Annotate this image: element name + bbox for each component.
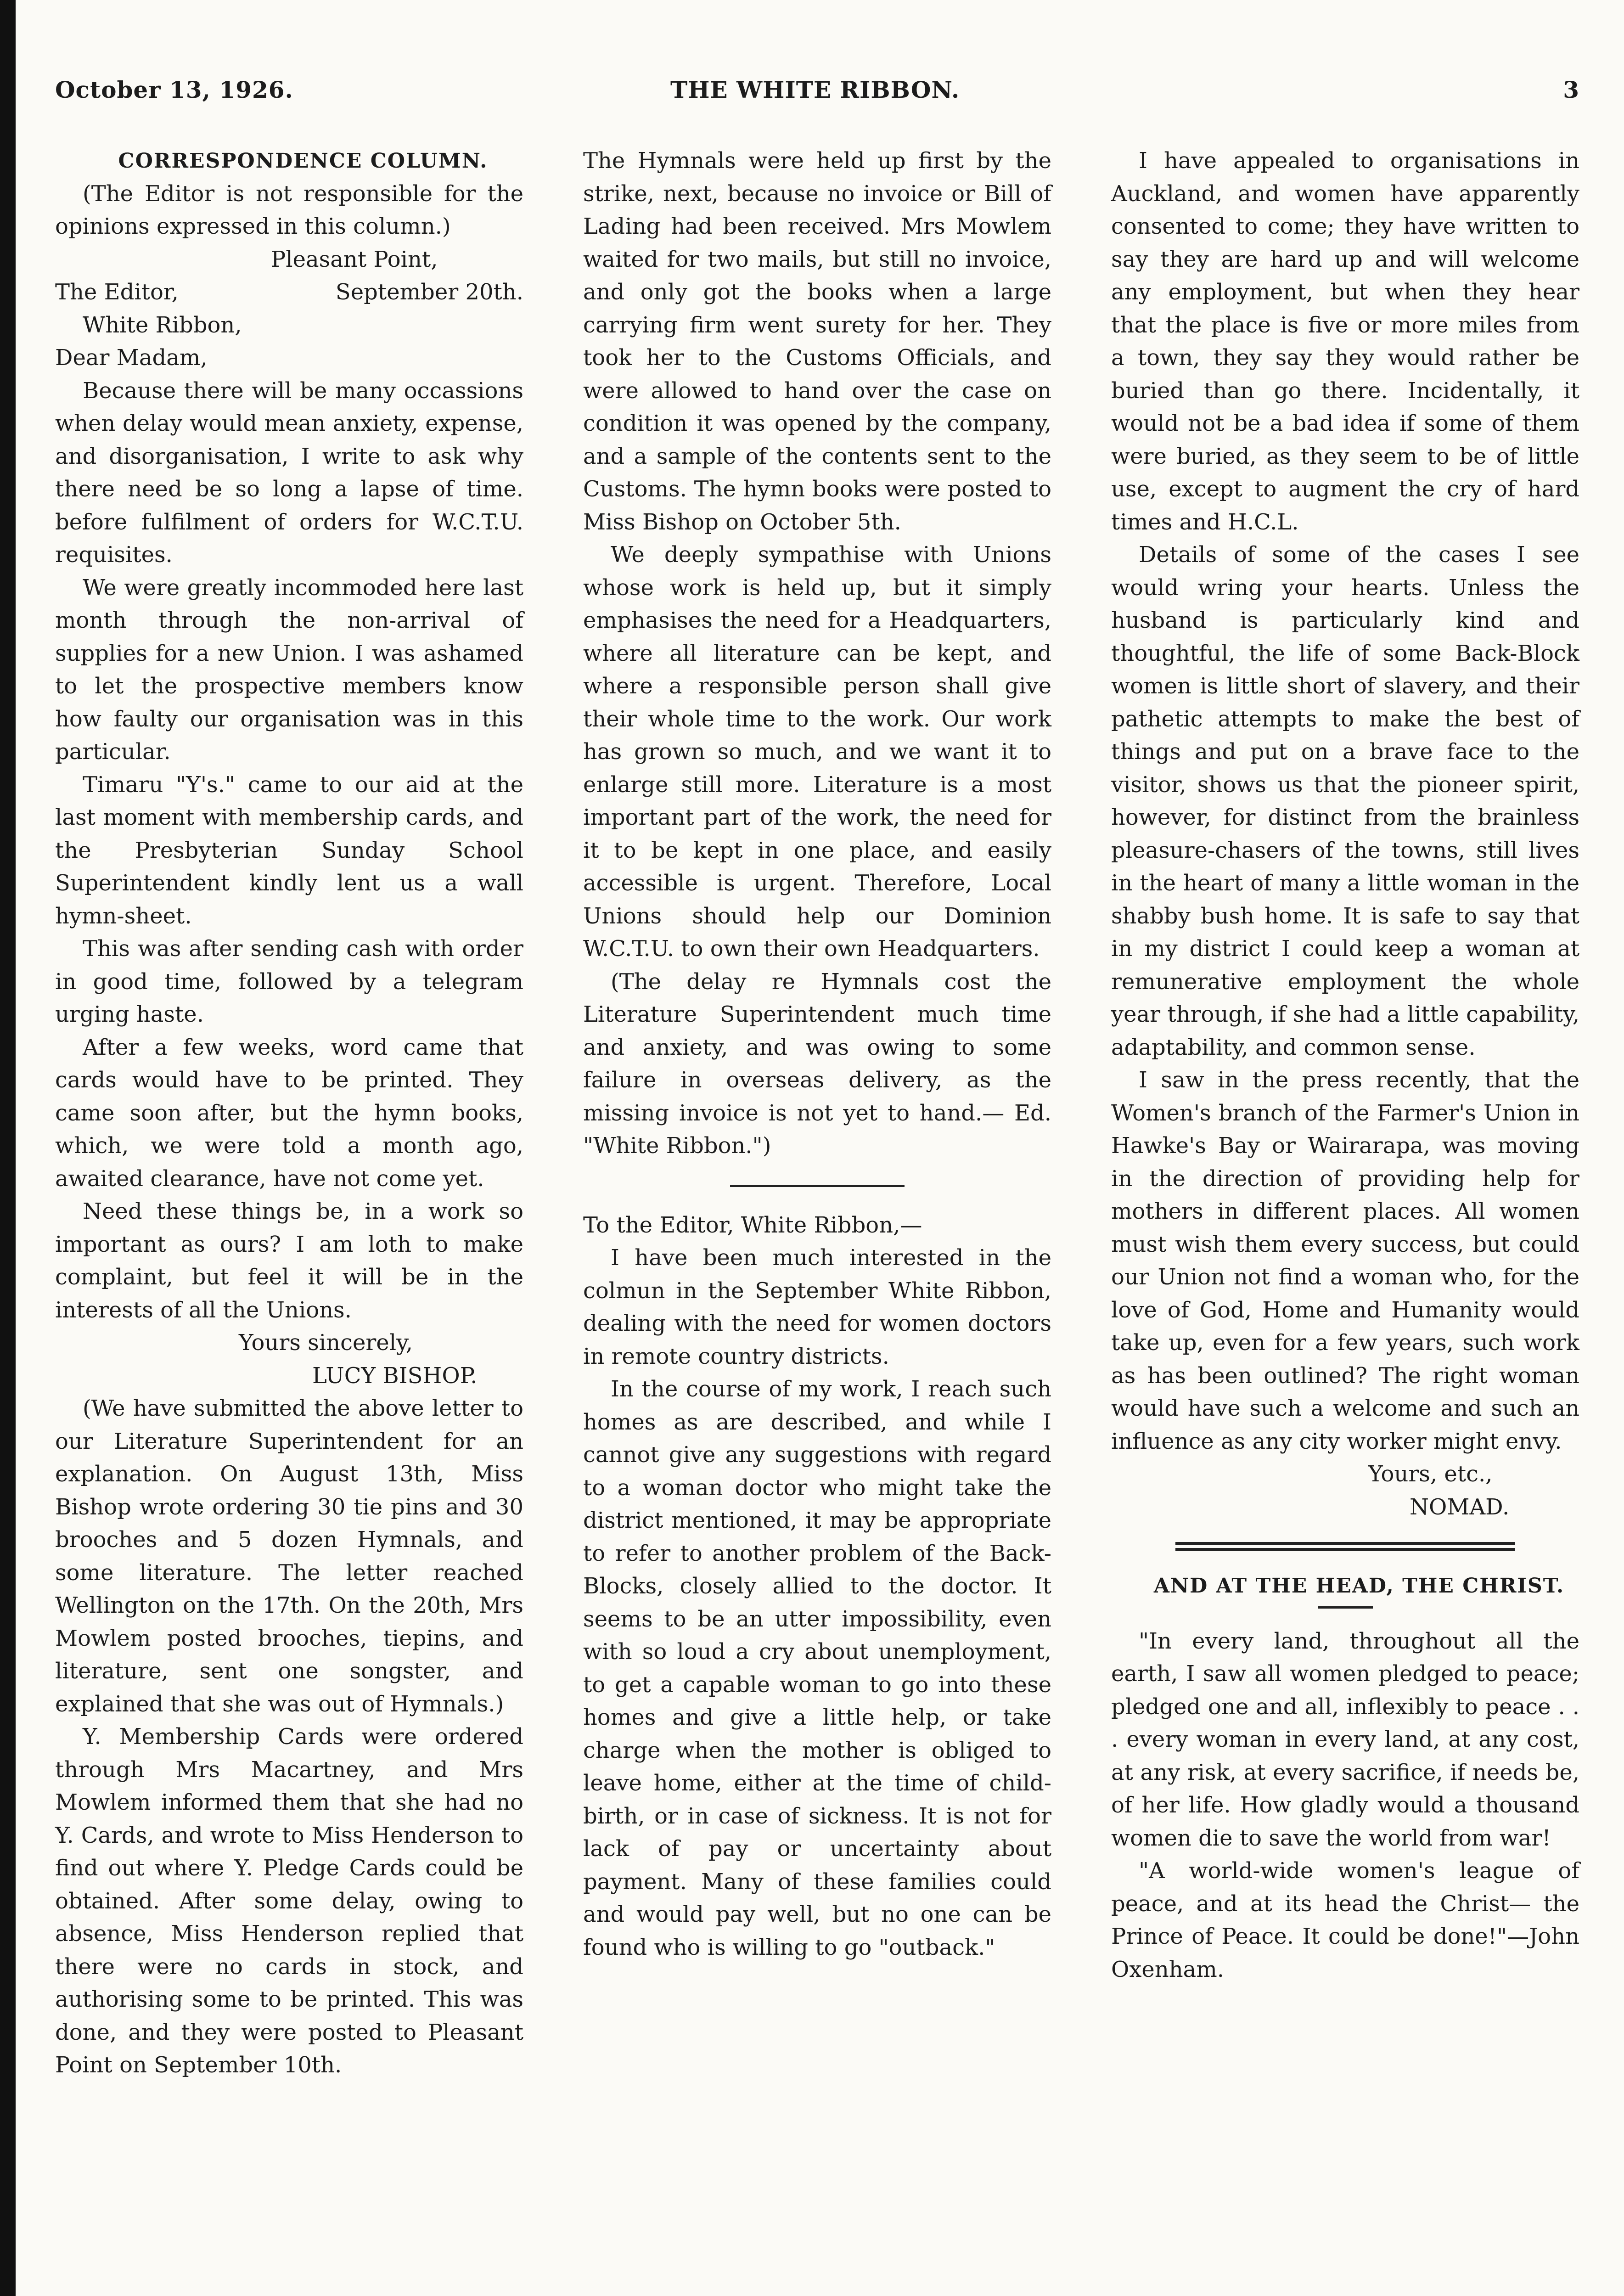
heading-underline <box>1318 1606 1373 1609</box>
page-number: 3 <box>1563 76 1579 103</box>
editor-note-paragraph: (The delay re Hymnals cost the Literature Superintendent much time and anxiety, and was owing to some failure in overseas delivery, as the missing invoice is not yet to hand.— Ed. "White Ribbon.") <box>583 968 1051 1159</box>
letter2-salutation: To the Editor, White Ribbon,— <box>583 1212 922 1238</box>
letter2-paragraph: I saw in the press recently, that the Women's branch of the Farmer's Union in Hawke's Bay or Wairarapa, was moving in the direction of providing help for mothers in different places. All women must wish them every success, but could our Union not find a woman who, for the love of God, Home and Humanity would take up, even for a few years, such work as has been outlined? The right woman would have such a welcome and such an influence as any city worker might envy. <box>1111 1067 1579 1454</box>
letter-closing: Yours sincerely, <box>239 1330 413 1356</box>
letter2-paragraph: I have been much interested in the colmun in the September White Ribbon, dealing with the need for women doctors in remote country districts. <box>583 1245 1051 1369</box>
letter2-paragraph: Details of some of the cases I see would wring your hearts. Unless the husband is particularly kind and thoughtful, the life of some Back-Block women is little short of slavery, and their pathetic attempts to make the best of things and put on a brave face to the visitor, shows us that the pioneer spirit, however, for distinct from the brainless pleasure-chasers of the towns, still lives in the heart of many a little woman in the shabby bush home. It is safe to say that in my district I could keep a woman at remunerative employment the whole year through, if she had a little capability, adaptability, and common sense. <box>1111 542 1579 1060</box>
section-divider <box>730 1185 905 1187</box>
editor-note-paragraph: The Hymnals were held up first by the strike, next, because no invoice or Bill of Lading had been received. Mrs Mowlem waited for two mails, but still no invoice, and only got the books when a large carrying firm went surety for her. They took her to the Customs Officials, and were allowed to hand over the case on condition it was opened by the company, and a sample of the contents sent to the Customs. The hymn books were posted to Miss Bishop on October 5th. <box>583 148 1051 535</box>
issue-date: October 13, 1926. <box>55 76 293 103</box>
letter1-paragraph: Because there will be many occassions when delay would mean anxiety, expense, and disorganisation, I write to ask why there need be so long a lapse of time. before fulfilment of orders for W.C.T.U. requisites. <box>55 377 523 568</box>
column-3 <box>1111 145 1579 1986</box>
column-2 <box>583 145 1051 1964</box>
letter-addressee: The Editor, <box>55 279 179 305</box>
letter2-signature: NOMAD. <box>1410 1494 1510 1520</box>
page-binding-edge <box>0 0 16 2296</box>
column-1 <box>55 145 523 2082</box>
editor-note-paragraph: (We have submitted the above letter to our Literature Superintendent for an explanation. On August 13th, Miss Bishop wrote ordering 30 tie pins and 30 brooches and 5 dozen Hymnals, and some literature. The letter reached Wellington on the 17th. On the 20th, Mrs Mowlem posted brooches, tiepins, and literature, sent one songster, and explained that she was out of Hymnals.) <box>55 1396 523 1717</box>
letter-place: Pleasant Point, <box>271 246 438 272</box>
disclaimer: (The Editor is not responsible for the opinions expressed in this column.) <box>55 180 523 239</box>
letter1-paragraph: This was after sending cash with order in good time, followed by a telegram urging haste. <box>55 936 523 1027</box>
editor-note-paragraph: Y. Membership Cards were ordered through Mrs Macartney, and Mrs Mowlem informed them that she had no Y. Cards, and wrote to Miss Henderson to find out where Y. Pledge Cards could be obtained. After some delay, owing to absence, Miss Henderson replied that there were no cards in stock, and authorising some to be printed. This was done, and they were posted to Pleasant Point on September 10th. <box>55 1724 523 2078</box>
letter2-paragraph: I have appealed to organisations in Auckland, and women have apparently consented to come; they have written to say they are hard up and will welcome any employment, but when they hear that the place is five or more miles from a town, they say they would rather be buried than go there. Incidentally, it would not be a bad idea if some of them were buried, as they seem to be of little use, except to augment the cry of hard times and H.C.L. <box>1111 148 1579 535</box>
article-paragraph: "A world-wide women's league of peace, and at its head the Christ— the Prince of Peace. It could be done!"—John Oxenham. <box>1111 1858 1579 1982</box>
newspaper-page <box>55 69 1579 2296</box>
letter-address-row <box>55 276 523 309</box>
letter2-closing: Yours, etc., <box>1368 1461 1493 1487</box>
letter2-paragraph: In the course of my work, I reach such homes as are described, and while I cannot give any suggestions with regard to a woman doctor who might take the district mentioned, it may be appropriate to refer to another problem of the Back-Blocks, closely allied to the doctor. It seems to be an utter impossibility, even with so loud a cry about unemployment, to get a capable woman to go into these homes and give a little help, or take charge when the mother is obliged to leave home, either at the time of child-birth, or in case of sickness. It is not for lack of pay or uncertainty about payment. Many of these families could and would pay well, but no one can be found who is willing to go "outback." <box>583 1376 1051 1960</box>
double-rule-divider <box>1175 1542 1515 1551</box>
letter-signature: LUCY BISHOP. <box>312 1362 478 1389</box>
editor-note-paragraph: We deeply sympathise with Unions whose work is held up, but it simply emphasises the need for a Headquarters, where all literature can be kept, and where a responsible person shall give their whole time to the work. Our work has grown so much, and we want it to enlarge still more. Literature is a most important part of the work, the need for it to be kept in one place, and easily accessible is urgent. Therefore, Local Unions should help our Dominion W.C.T.U. to own their own Headquarters. <box>583 542 1051 962</box>
article-paragraph: "In every land, throughout all the earth, I saw all women pledged to peace; pledged one and all, inflexibly to peace . . . every woman in every land, at any cost, at any risk, at every sacrifice, if needs be, of her life. How gladly would a thousand women die to save the world from war! <box>1111 1628 1579 1851</box>
letter1-paragraph: Need these things be, in a work so important as ours? I am loth to make complaint, but feel it will be in the interests of all the Unions. <box>55 1199 523 1323</box>
correspondence-heading: CORRESPONDENCE COLUMN. <box>118 149 488 173</box>
letter1-paragraph: After a few weeks, word came that cards would have to be printed. They came soon after, but the hymn books, which, we were told a month ago, awaited clearance, have not come yet. <box>55 1034 523 1192</box>
letter1-paragraph: We were greatly incommoded here last month through the non-arrival of supplies for a new Union. I was ashamed to let the prospective members know how faulty our organisation was in this particular. <box>55 574 523 765</box>
publication-title: THE WHITE RIBBON. <box>670 76 960 103</box>
article-heading: AND AT THE HEAD, THE CHRIST. <box>1153 1574 1565 1598</box>
letter-publication: White Ribbon, <box>83 312 242 338</box>
running-header <box>55 69 1579 110</box>
letter1-paragraph: Timaru "Y's." came to our aid at the last moment with membership cards, and the Presbyterian Sunday School Superintendent kindly lent us a wall hymn-sheet. <box>55 771 523 929</box>
letter-salutation: Dear Madam, <box>55 345 208 371</box>
letter-date: September 20th. <box>335 279 523 305</box>
